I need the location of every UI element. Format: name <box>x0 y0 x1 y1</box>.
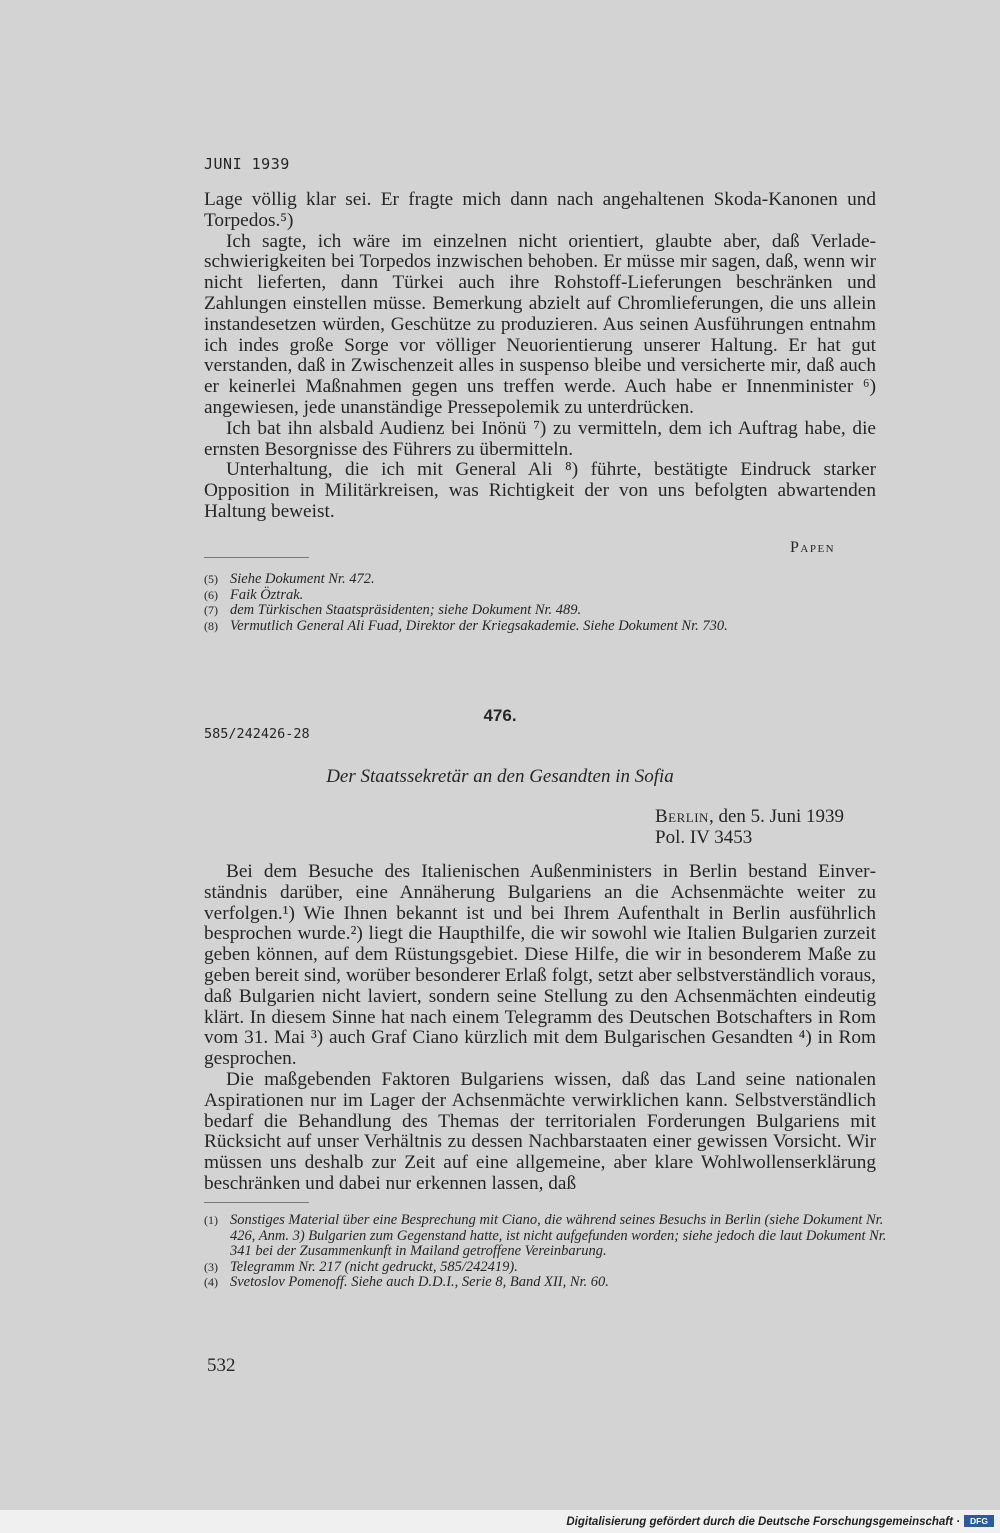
signature: Papen <box>790 539 836 556</box>
running-head: JUNI 1939 <box>204 155 290 173</box>
footnote-text: Faik Öztrak. <box>230 586 304 603</box>
dateline <box>655 806 844 848</box>
footnote-mark: (5) <box>204 572 218 586</box>
paragraph: Ich bat ihn alsbald Audienz bei Inönü ⁷) zu vermitteln, dem ich Auftrag habe, die ernsten Besorgnisse des Führers zu übermitteln. <box>204 417 876 460</box>
footnote <box>204 1275 894 1291</box>
footnote-mark: (6) <box>204 587 218 602</box>
footnote-text: Vermutlich General Ali Fuad, Direktor der Kriegsakademie. Siehe Dokument Nr. 730. <box>230 617 728 634</box>
paragraph: Bei dem Besuche des Italienischen Außenministers in Berlin bestand Einverständnis darüber, eine Annäherung Bulgariens an die Achsenmächte weiter zu verfolgen.¹) Wie Ihnen bekannt ist und bei Ihrem Aufenthalt in Berlin ausführlich besprochen wurde.²) liegt die Haupthilfe, die wir sowohl wie Italien Bulgarien zurzeit geben können, auf dem Rüstungsgebiet. Diese Hilfe, die wir in besonderem Maße zu geben bereit sind, worüber besonderer Erlaß folgt, setzt aber selbstverständlich voraus, daß Bulgarien nicht laviert, sondern seine Stellung zu den Achsenmächten eindeutig klärt. In diesem Sinne hat nach einem Telegramm des Deutschen Botschafters in Rom vom 31. Mai ³) auch Graf Ciano kürzlich mit dem Bulgarischen Gesandten ⁴) in Rom gesprochen. <box>204 861 876 1070</box>
footnote-text: dem Türkischen Staatspräsidenten; siehe Dokument Nr. 489. <box>230 602 582 619</box>
dfg-funding-bar <box>0 1510 1000 1533</box>
footnotes-section-2 <box>204 1213 894 1291</box>
footnote-text: Telegramm Nr. 217 (nicht gedruckt, 585/242419). <box>230 1258 518 1275</box>
footnote-mark: (3) <box>204 1259 218 1274</box>
dfg-logo-icon: DFG <box>964 1515 994 1527</box>
document-title: Der Staatssekretär an den Gesandten in Sofia <box>326 766 674 787</box>
document-number: 476. <box>483 706 517 725</box>
footnotes-section-1 <box>204 572 894 634</box>
footnote <box>204 588 894 604</box>
footnote <box>204 572 894 588</box>
dfg-funding-notice: Digitalisierung gefördert durch die Deutsche Forschungsgemeinschaft · <box>566 1516 960 1528</box>
footnote-divider <box>204 1202 309 1203</box>
dateline-city: Berlin <box>655 806 709 827</box>
footnote-mark: (4) <box>204 1275 218 1290</box>
letter-body <box>204 862 876 1195</box>
page-number: 532 <box>207 1355 236 1376</box>
report-continuation <box>204 190 876 523</box>
footnote-divider <box>204 557 309 558</box>
dateline-date: , den 5. Juni 1939 <box>708 806 845 827</box>
paragraph: Unterhaltung, die ich mit General Ali ⁸) führte, bestätigte Eindruck starker Opposition in Militärkreisen, was Richtigkeit der von uns befolgten abwartenden Haltung beweist. <box>204 459 876 522</box>
file-reference: 585/242426-28 <box>204 726 310 742</box>
footnote <box>204 619 894 635</box>
footnote <box>204 1260 894 1276</box>
paragraph: Ich sagte, ich wäre im einzelnen nicht orientiert, glaubte aber, daß Verladeschwierigkeiten bei Torpedos inzwischen behoben. Er müsse mir sagen, daß, wenn wir nicht lieferten, dann Türkei auch ihre Rohstoff-Lieferungen beschränken und Zahlungen einstellen müsse. Bemerkung abzielt auf Chromlieferungen, die uns allein instandesetzen würden, Geschütze zu produzieren. Aus seinen Ausführungen entnahm ich indes große Sorge vor völliger Neuorientierung unserer Haltung. Er hat gut verstanden, daß in Zwischenzeit alles in suspenso bleibe und versicherte mir, daß auch er keinerlei Maßnahmen gegen uns treffen werde. Auch habe er Innenminister ⁶) angewiesen, jede unanständige Pressepolemik zu unterdrücken. <box>204 230 876 418</box>
paragraph: Die maßgebenden Faktoren Bulgariens wissen, daß das Land seine nationalen Aspirationen nur im Lager der Achsenmächte verwirklichen kann. Selbstverständlich bedarf die Behandlung des Themas der territorialen Forderungen Bulgariens mit Rücksicht auf unser Verhältnis zu dessen Nachbarstaaten einer gewissen Vorsicht. Wir müssen uns deshalb zur Zeit auf eine allgemeine, aber klare Wohlwollenserklärung beschränken und dabei nur erkennen lassen, daß <box>204 1068 876 1194</box>
footnote-text: Sonstiges Material über eine Besprechung mit Ciano, die während seines Besuchs in Berlin (siehe Dokument Nr. 426, Anm. 3) Bulgarien zum Gegenstand hatte, ist nicht aufgefunden worden; siehe jedoch die laut Dokument Nr. 341 bei der Zusammenkunft in Mailand getroffene Vereinbarung. <box>230 1212 887 1260</box>
footnote-mark: (1) <box>204 1213 218 1227</box>
footnote-text: Svetoslov Pomenoff. Siehe auch D.D.I., Serie 8, Band XII, Nr. 60. <box>230 1274 609 1291</box>
footnote-text: Siehe Dokument Nr. 472. <box>230 571 375 587</box>
footnote <box>204 1213 894 1260</box>
paragraph: Lage völlig klar sei. Er fragte mich dann nach angehaltenen Skoda-Kanonen und Torpedos.⁵) <box>204 189 876 231</box>
footnote-mark: (8) <box>204 618 218 633</box>
dateline-place-date <box>655 806 844 827</box>
footnote <box>204 603 894 619</box>
dateline-reference: Pol. IV 3453 <box>655 827 753 848</box>
footnote-mark: (7) <box>204 603 218 618</box>
